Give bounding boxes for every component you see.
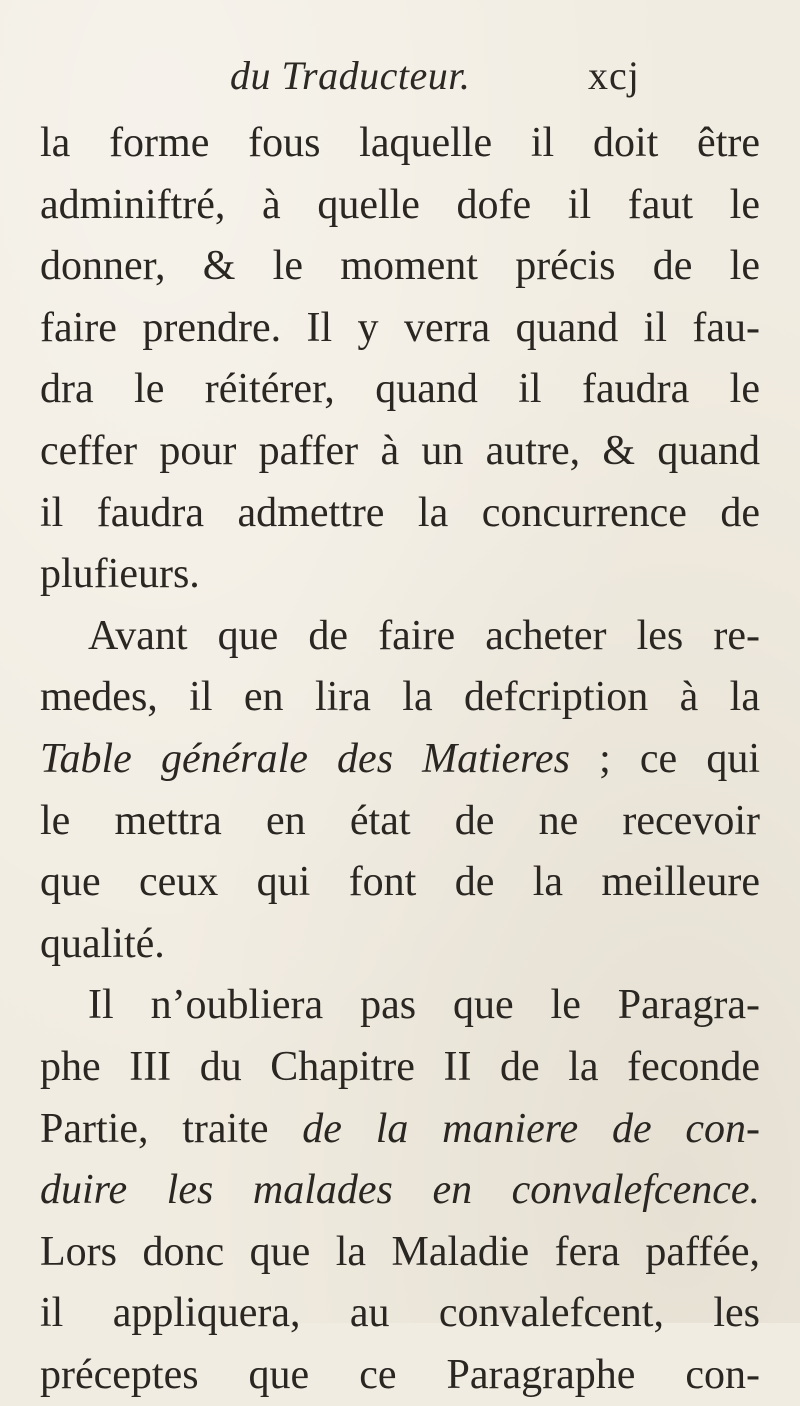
text-line: [40, 791, 760, 853]
italic-text: Table générale des Matieres: [40, 735, 570, 782]
italic-text: de la maniere de con-: [302, 1105, 760, 1152]
body-text: [40, 113, 760, 1406]
text-line: [40, 236, 760, 298]
page-number: xcj: [588, 53, 640, 98]
roman-text: adminiftré, à quelle dofe il faut le: [40, 181, 760, 228]
roman-text: ; ce qui: [569, 735, 760, 782]
text-line: [40, 667, 760, 729]
text-line: [40, 1222, 760, 1284]
roman-text: Avant que de faire acheter les re-: [88, 612, 760, 659]
text-line: [40, 113, 760, 175]
roman-text: donner, & le moment précis de le: [40, 243, 760, 290]
text-line: [40, 1283, 760, 1345]
roman-text: la forme fous laquelle il doit être: [40, 120, 760, 166]
text-line: [40, 729, 760, 791]
roman-text: medes, il en lira la defcription à la: [40, 674, 760, 721]
roman-text: Lors donc que la Maladie fera paffée,: [40, 1228, 760, 1275]
text-line: [40, 1160, 760, 1222]
italic-text: duire les malades en convalefcence.: [40, 1167, 760, 1214]
text-line: [40, 975, 760, 1037]
text-line: [40, 483, 760, 545]
text-line: [40, 606, 760, 668]
text-line: [40, 914, 760, 976]
roman-text: le mettra en état de ne recevoir: [40, 797, 760, 844]
text-line: [40, 852, 760, 914]
text-line: [40, 298, 760, 360]
text-line: [40, 175, 760, 237]
roman-text: Partie, traite: [40, 1105, 303, 1152]
text-line: [40, 1345, 760, 1406]
running-head: du Traducteur.: [230, 53, 471, 98]
text-line: [40, 359, 760, 421]
roman-text: dra le réitérer, quand il faudra le: [40, 366, 760, 413]
roman-text: phe III du Chapitre II de la feconde: [40, 1043, 760, 1090]
roman-text: il faudra admettre la concurrence de: [40, 489, 760, 536]
roman-text: ceffer pour paffer à un autre, & quand: [40, 427, 760, 474]
roman-text: que ceux qui font de la meilleure: [40, 859, 760, 906]
roman-text: Il n’oubliera pas que le Paragra-: [88, 982, 760, 1029]
page-header: [40, 52, 760, 108]
roman-text: qualité.: [40, 920, 165, 967]
roman-text: plufieurs.: [40, 551, 200, 598]
text-line: [40, 544, 760, 606]
text-line: [40, 1037, 760, 1099]
text-line: [40, 1099, 760, 1161]
text-line: [40, 421, 760, 483]
roman-text: il appliquera, au convalefcent, les: [40, 1290, 760, 1337]
roman-text: préceptes que ce Paragraphe con-: [40, 1351, 760, 1398]
roman-text: faire prendre. Il y verra quand il fau-: [40, 304, 760, 351]
